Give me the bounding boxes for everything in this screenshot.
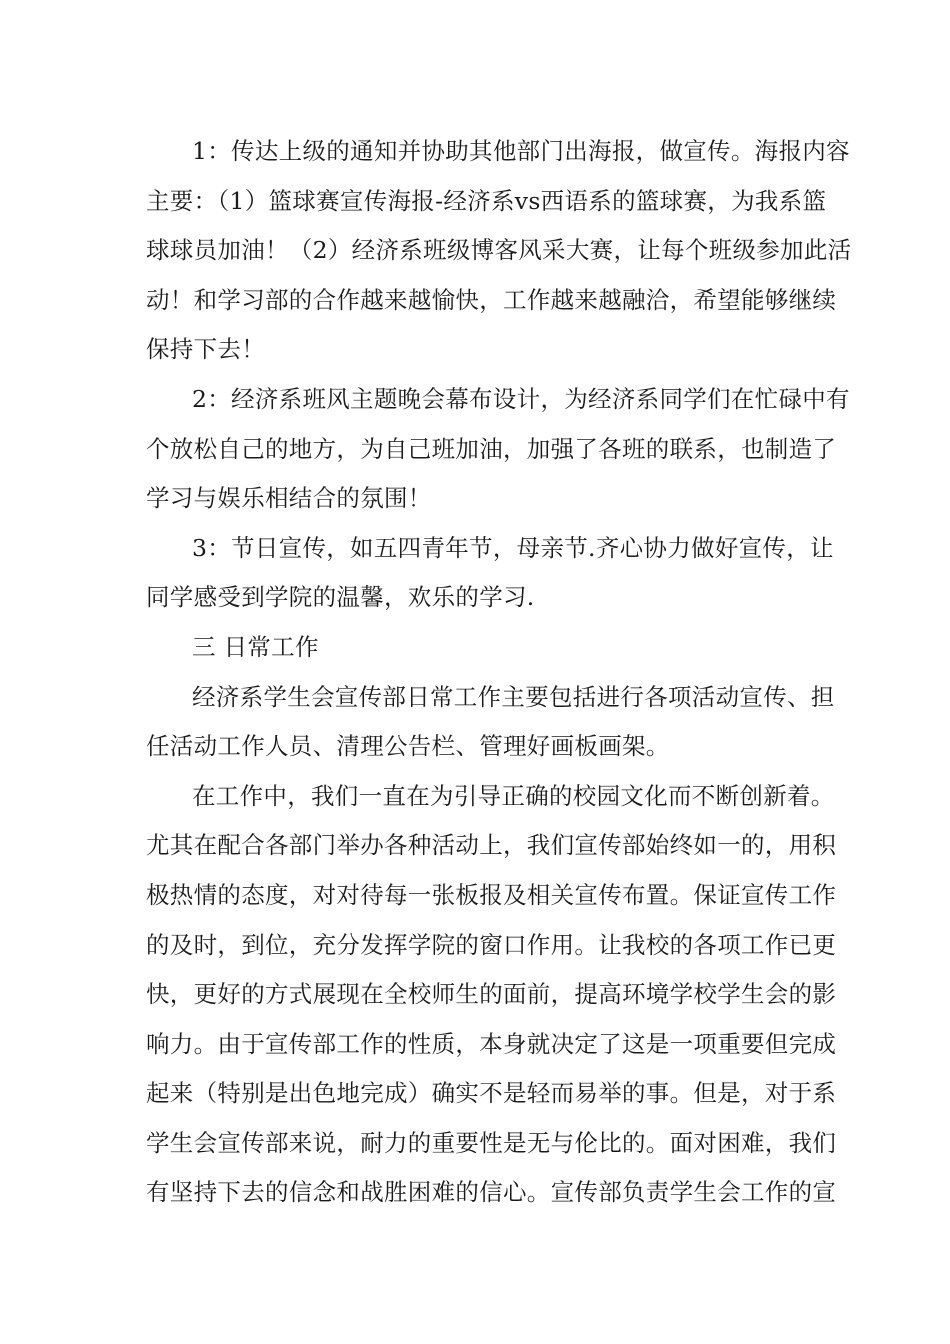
paragraph-5-line-3: 极热情的态度，对对待每一张板报及相关宣传布置。保证宣传工作 [146, 880, 837, 909]
document-body [146, 127, 852, 1218]
paragraph-3-line-2: 同学感受到学院的温馨，欢乐的学习. [146, 583, 535, 612]
paragraph-5-line-4: 的及时，到位，充分发挥学院的窗口作用。让我校的各项工作已更 [146, 930, 837, 959]
paragraph-4-line-2: 任活动工作人员、清理公告栏、管理好画板画架。 [146, 732, 670, 761]
paragraph-5-line-9: 有坚持下去的信念和战胜困难的信心。宣传部负责学生会工作的宣 [146, 1178, 837, 1207]
paragraph-2-line-3: 学习与娱乐相结合的氛围！ [146, 484, 432, 513]
paragraph-2-line-2: 个放松自己的地方，为自己班加油，加强了各班的联系，也制造了 [146, 434, 837, 463]
paragraph-4-line-1: 经济系学生会宣传部日常工作主要包括进行各项活动宣传、担 [192, 682, 835, 711]
paragraph-5-line-1: 在工作中，我们一直在为引导正确的校园文化而不断创新着。 [192, 781, 835, 810]
paragraph-5-line-7: 起来（特别是出色地完成）确实不是轻而易举的事。但是，对于系 [146, 1079, 837, 1108]
paragraph-5-line-8: 学生会宣传部来说，耐力的重要性是无与伦比的。面对困难，我们 [146, 1128, 837, 1157]
paragraph-5-line-6: 响力。由于宣传部工作的性质，本身就决定了这是一项重要但完成 [146, 1029, 837, 1058]
paragraph-2-line-1: 2：经济系班风主题晚会幕布设计，为经济系同学们在忙碌中有 [192, 384, 850, 413]
paragraph-3-line-1: 3：节日宣传，如五四青年节，母亲节.齐心协力做好宣传，让 [192, 533, 834, 562]
paragraph-1-line-1: 1：传达上级的通知并协助其他部门出海报，做宣传。海报内容 [192, 137, 850, 165]
paragraph-5-line-2: 尤其在配合各部门举办各种活动上，我们宣传部始终如一的，用积 [146, 831, 837, 860]
paragraph-1-line-2: 主要：（1）篮球赛宣传海报-经济系vs西语系的篮球赛，为我系篮 [146, 186, 827, 215]
section-heading: 三 日常工作 [192, 632, 319, 661]
paragraph-1-line-3: 球球员加油！（2）经济系班级博客风采大赛，让每个班级参加此活 [146, 236, 852, 265]
paragraph-1-line-5: 保持下去！ [146, 335, 265, 364]
paragraph-1-line-4: 动！和学习部的合作越来越愉快，工作越来越融洽，希望能够继续 [146, 285, 837, 314]
paragraph-5-line-5: 快，更好的方式展现在全校师生的面前，提高环境学校学生会的影 [146, 980, 837, 1009]
